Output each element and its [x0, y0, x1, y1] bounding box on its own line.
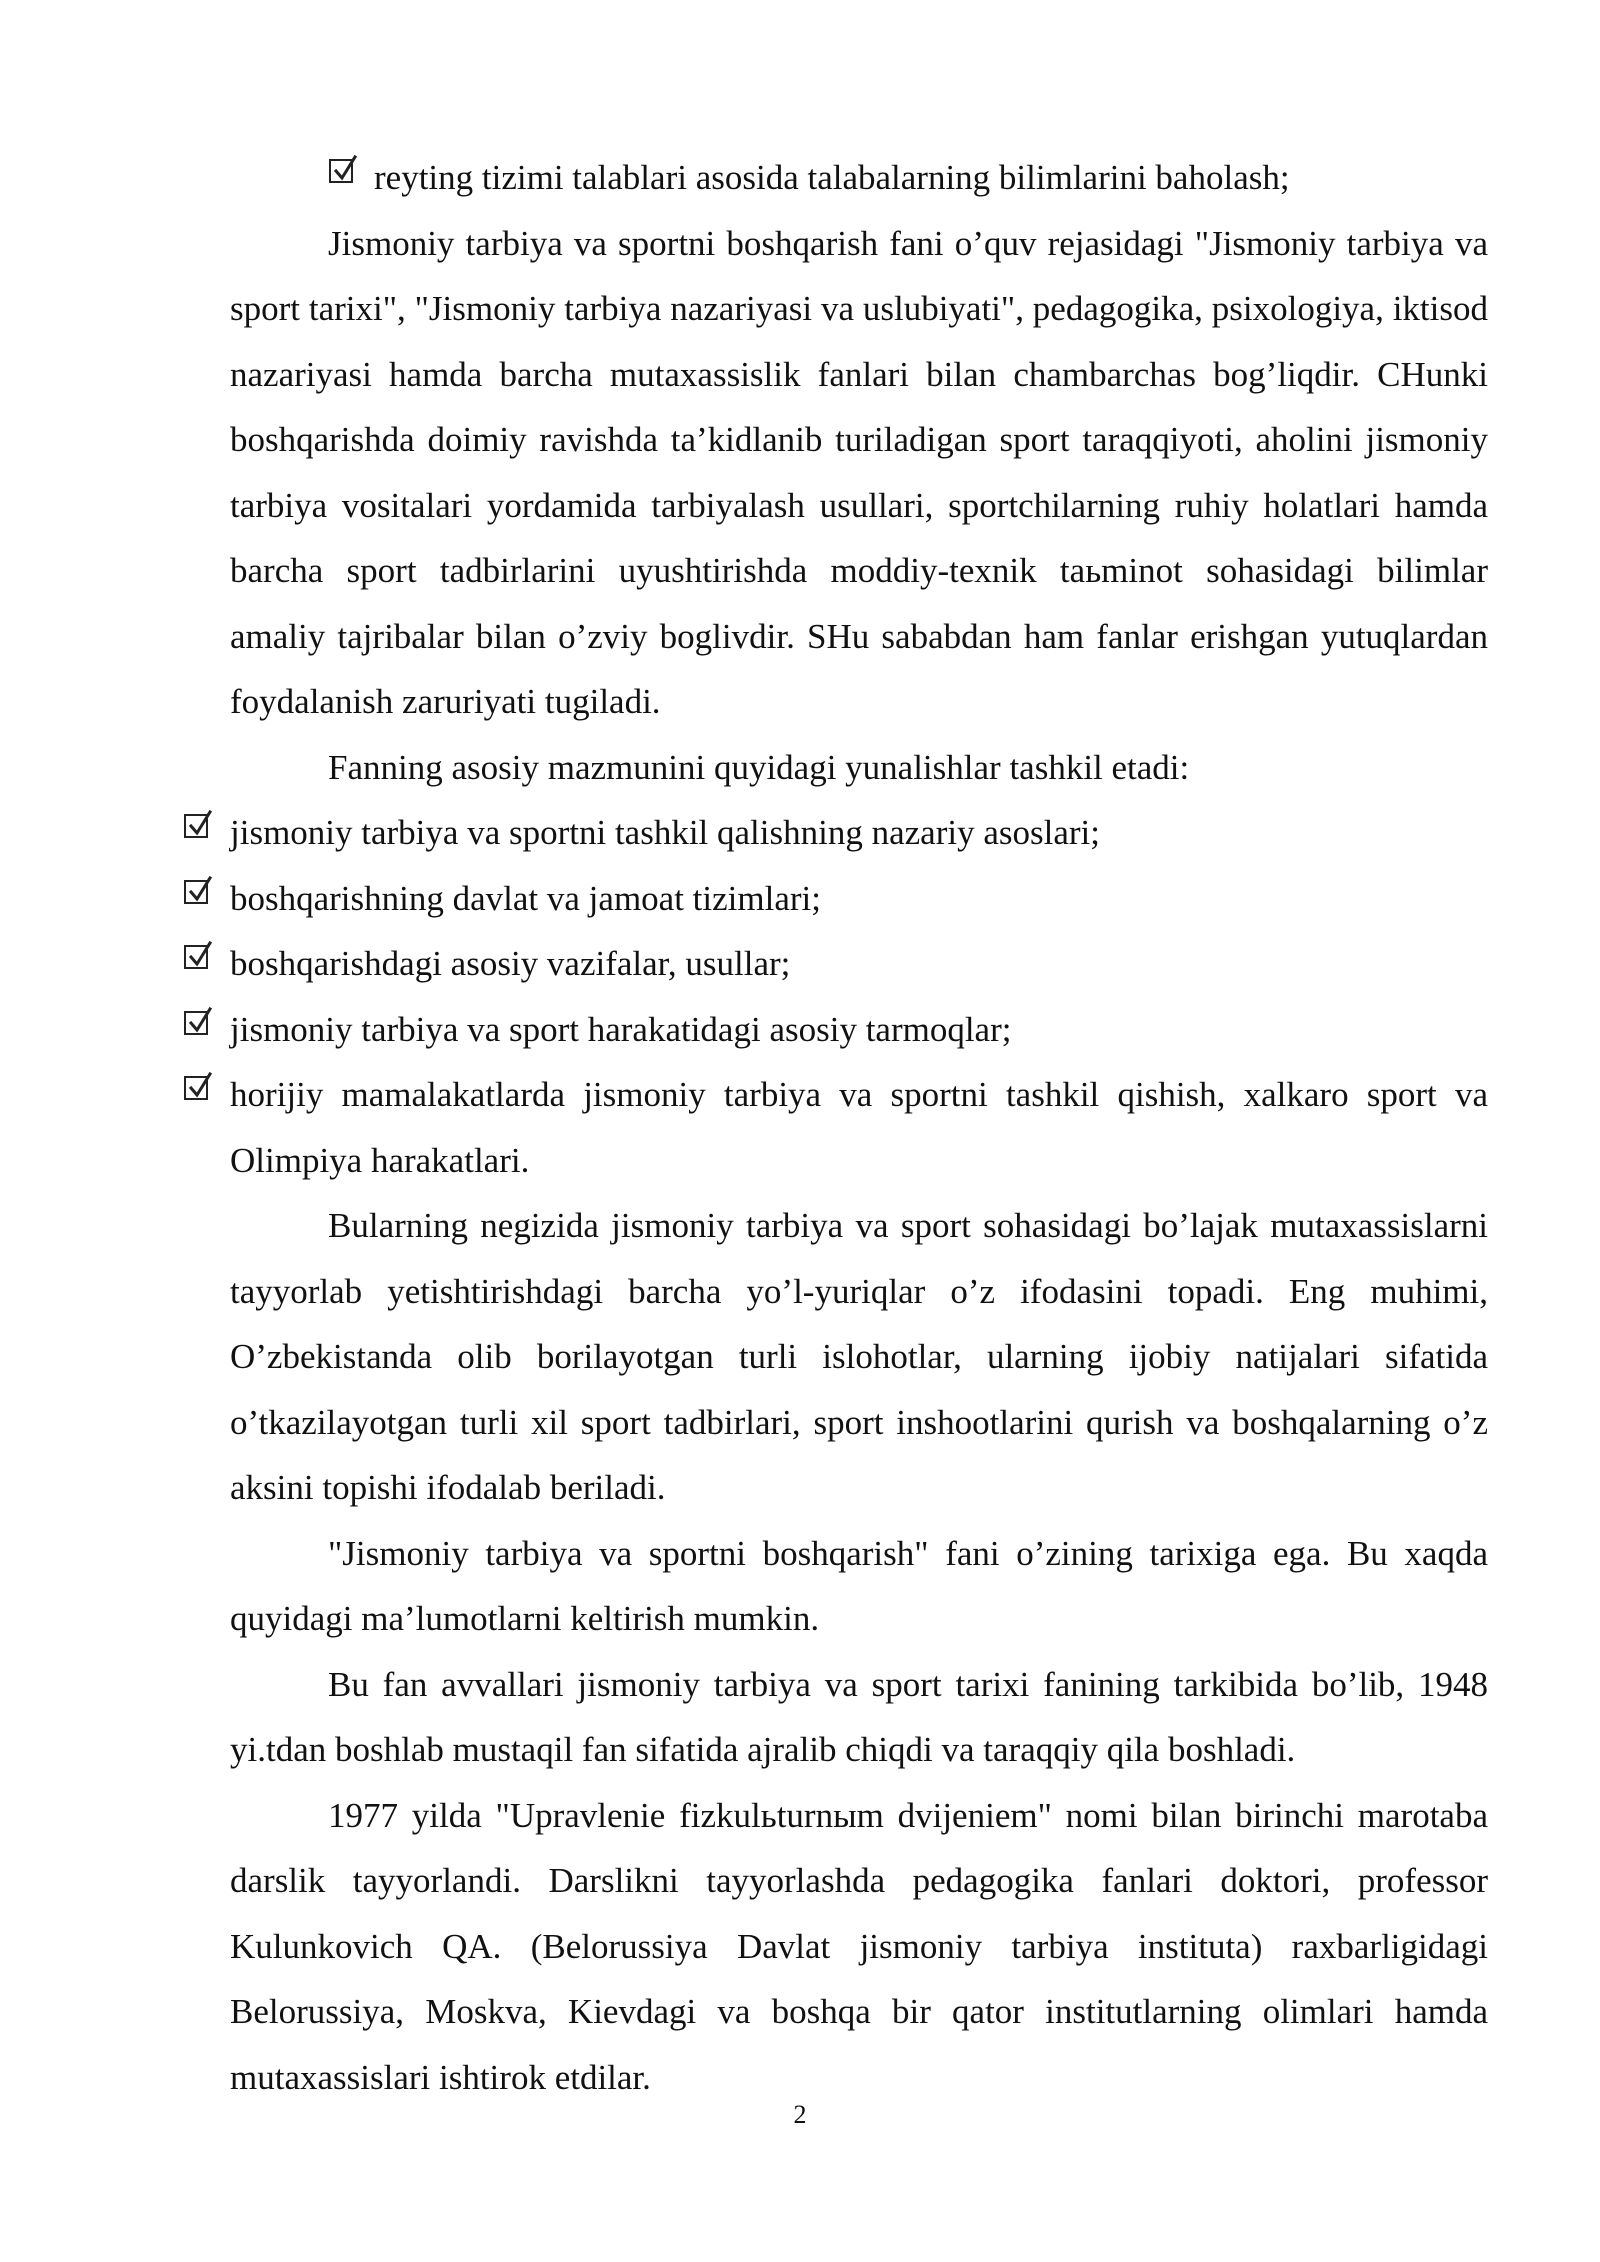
- page-number: 2: [793, 2100, 807, 2129]
- list-item-text: horijiy mamalakatlarda jismoniy tarbiya va sportni tashkil qishish, xalkaro sport va Olimpiya harakatlari.: [230, 1075, 1488, 1180]
- first-checklist-item: [230, 145, 1488, 211]
- checked-box-icon: [184, 1011, 208, 1035]
- checked-box-icon: [184, 814, 208, 838]
- list-item: [230, 1062, 1488, 1193]
- list-item: [230, 800, 1488, 866]
- list-item-text: jismoniy tarbiya va sport harakatidagi asosiy tarmoqlar;: [230, 1009, 1012, 1049]
- document-body: [230, 145, 1488, 2110]
- paragraph-directions-intro: Fanning asosiy mazmunini quyidagi yunalishlar tashkil etadi:: [328, 747, 1190, 787]
- list-item-text: boshqarishdagi asosiy vazifalar, usullar;: [230, 944, 791, 983]
- list-item: [230, 866, 1488, 932]
- list-item: [230, 997, 1488, 1063]
- paragraph-history-intro: "Jismoniy tarbiya va sportni boshqarish" fani o’zining tarixiga ega. Bu xaqda quyidagi ma’lumotlarni keltirish mumkin.: [230, 1533, 1488, 1638]
- paragraph-history-1977: 1977 yilda "Upravlenie fizkulьturnыm dvijeniem" nomi bilan birinchi marotaba darslik tayyorlandi. Darslikni tayyorlashda pedagogika fanlari doktori, professor Kulunkovich QA. (Belorussiya Davlat jismoniy tarbiya instituta) raxbarligidagi Belorussiya, Moskva, Kievdagi va boshqa bir qator institutlarning olimlari hamda mutaxassislari ishtirok etdilar.: [230, 1795, 1488, 2097]
- checked-box-icon: [184, 945, 208, 969]
- paragraph-history-1948: Bu fan avvallari jismoniy tarbiya va sport tarixi fanining tarkibida bo’lib, 1948 yi.tdan boshlab mustaqil fan sifatida ajralib chiqdi va taraqqiy qila boshladi.: [230, 1664, 1488, 1769]
- list-item: [230, 931, 1488, 997]
- checked-box-icon: [184, 1076, 208, 1100]
- first-checklist-text: reyting tizimi talablari asosida talabalarning bilimlarini baholash;: [374, 158, 1290, 197]
- paragraph-relations: Jismoniy tarbiya va sportni boshqarish fani o’quv rejasidagi "Jismoniy tarbiya va sport tarixi", "Jismoniy tarbiya nazariyasi va uslubiyati", pedagogika, psixologiya, iktisod nazariyasi hamda barcha mutaxassislik fanlari bilan chambarchas bog’liqdir. CHunki boshqarishda doimiy ravishda ta’kidlanib turiladigan sport taraqqiyoti, aholini jismoniy tarbiya vositalari yordamida tarbiyalash usullari, sportchilarning ruhiy holatlari hamda barcha sport tadbirlarini uyushtirishda moddiy-texnik taьminot sohasidagi bilimlar amaliy tajribalar bilan o’zviy boglivdir. SHu sababdan ham fanlar erishgan yutuqlardan foydalanish zaruriyati tugiladi.: [230, 223, 1488, 721]
- checked-box-icon: [184, 880, 208, 904]
- list-item-text: jismoniy tarbiya va sportni tashkil qalishning nazariy asoslari;: [230, 813, 1100, 852]
- checked-box-icon: [329, 159, 353, 183]
- directions-list: [230, 800, 1488, 1193]
- list-item-text: boshqarishning davlat va jamoat tizimlari;: [230, 878, 821, 918]
- paragraph-foundation: Bularning negizida jismoniy tarbiya va sport sohasidagi bo’lajak mutaxassislarni tayyorlab yetishtirishdagi barcha yo’l-yuriqlar o’z ifodasini topadi. Eng muhimi, O’zbekistanda olib borilayotgan turli islohotlar, ularning ijobiy natijalari sifatida o’tkazilayotgan turli xil sport tadbirlari, sport inshootlarini qurish va boshqalarning o’z aksini topishi ifodalab beriladi.: [230, 1206, 1488, 1507]
